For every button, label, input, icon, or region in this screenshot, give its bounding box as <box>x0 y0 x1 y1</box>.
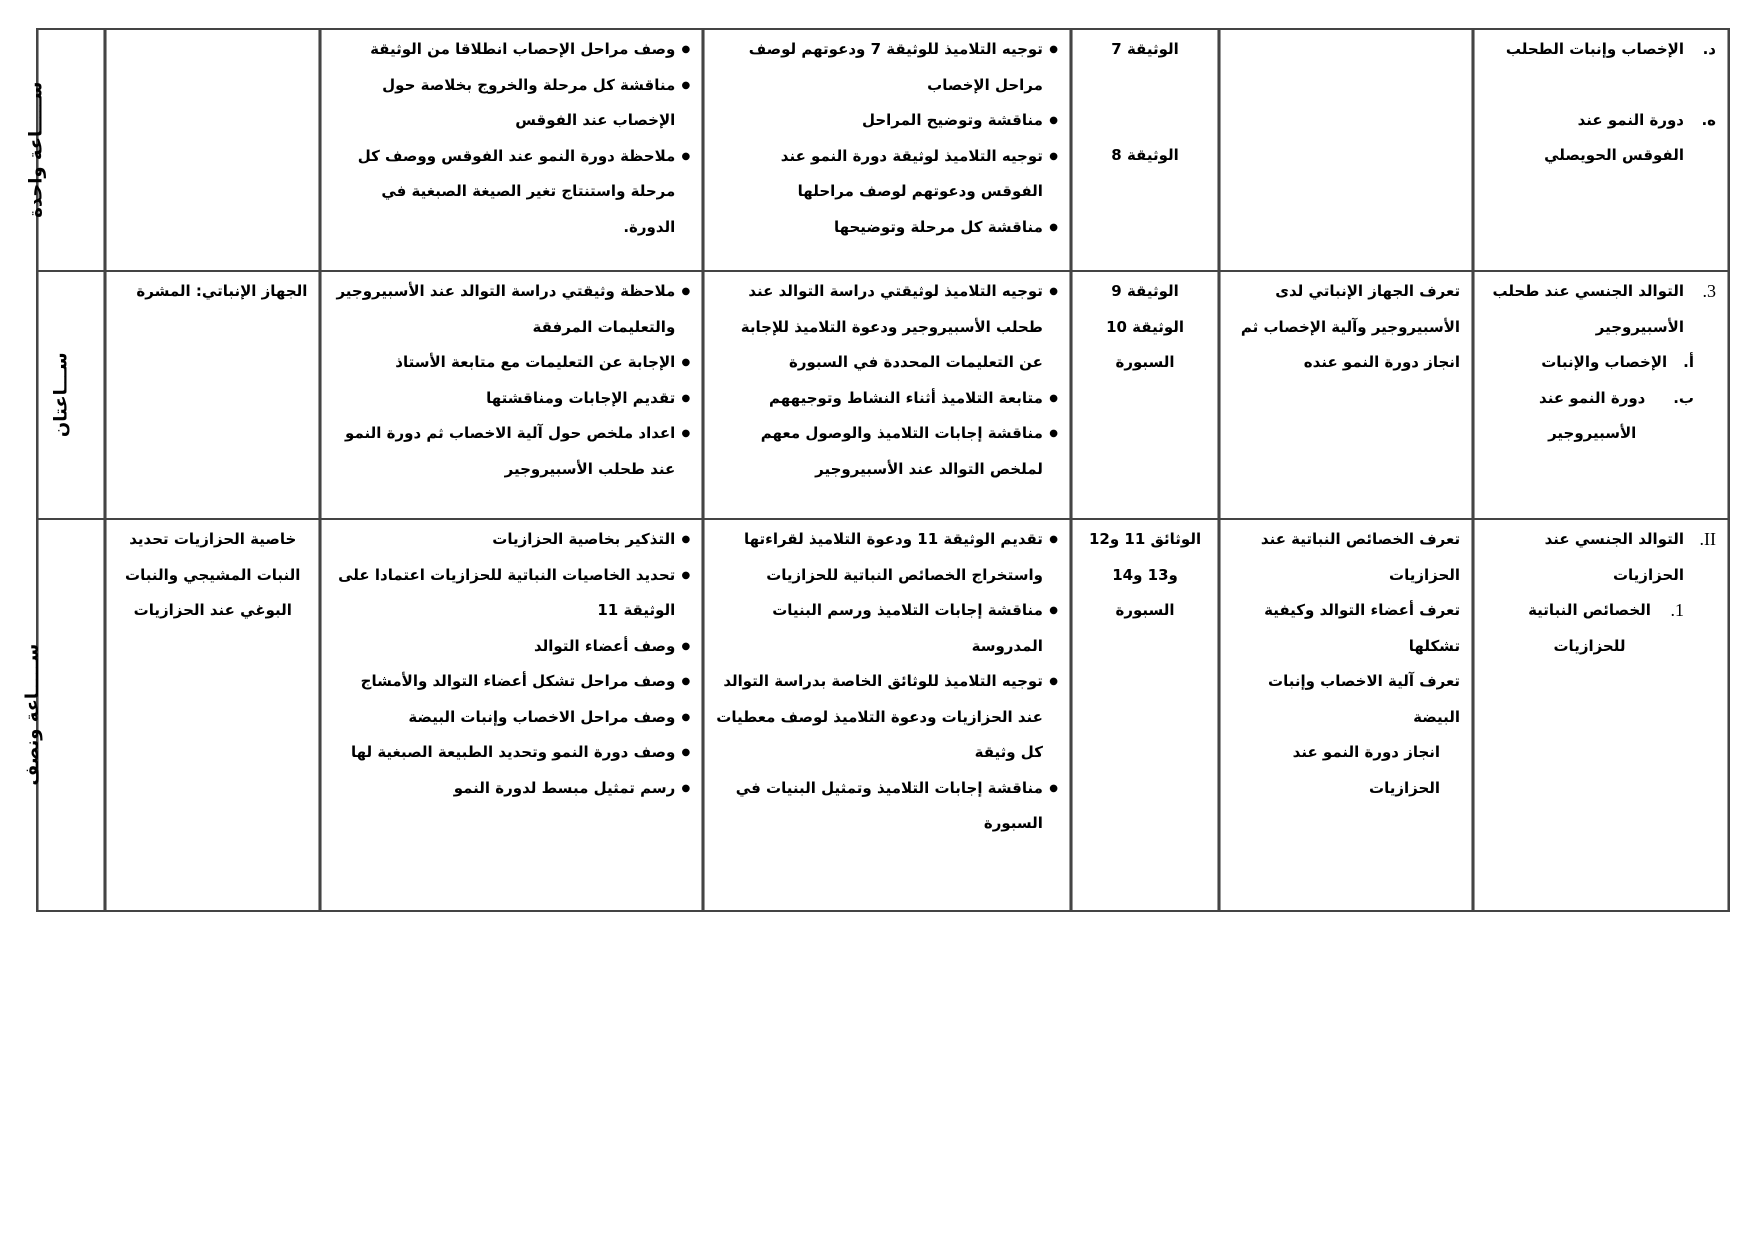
student-activities-cell <box>321 520 704 912</box>
duration-label: ســـــاعة ونصف <box>22 643 44 786</box>
teacher-activity-list <box>716 32 1058 245</box>
lesson-plan-sheet <box>22 28 1730 912</box>
list-item: ● وصف دورة النمو وتحديد الطبيعة الصبغية لها <box>333 735 690 771</box>
objectives-cell <box>1220 520 1474 912</box>
list-item: ● ملاحظة وثيقتي دراسة التوالد عند الأسبيروجير والتعليمات المرفقة <box>333 274 690 345</box>
duration-cell <box>25 30 106 272</box>
support-item: الوثيقة 8 <box>1111 145 1179 164</box>
objective-item: تعرف أعضاء التوالد وكيفية تشكلها <box>1264 601 1461 655</box>
sub-item <box>1486 345 1716 381</box>
teacher-activity-list <box>716 522 1058 842</box>
supports-cell <box>1072 520 1220 912</box>
support-item: الوثيقة 10 <box>1106 317 1185 336</box>
lesson-label: الإخصاب وإنبات الطحلب <box>1505 40 1684 58</box>
support-item: الوثيقة 9 <box>1111 282 1179 300</box>
list-item: ● وصف مراحل الاخصاب وإنبات البيضة <box>333 700 690 736</box>
teacher-activities-cell <box>704 520 1072 912</box>
lesson-marker: II. <box>1699 529 1716 549</box>
duration-cell <box>22 520 106 912</box>
objective-item: انجاز دورة النمو عند الحزازيات <box>1292 743 1441 797</box>
lesson-cell <box>1474 30 1730 272</box>
lesson-cell <box>1474 272 1730 520</box>
supports-cell <box>1072 272 1220 520</box>
lesson-label: دورة النمو عند الفوقس الحويصلي <box>1544 110 1684 164</box>
support-item: السبورة <box>1115 353 1175 371</box>
lesson-cell <box>1474 520 1730 912</box>
student-activities-cell <box>321 272 704 520</box>
sub-item <box>1486 593 1716 664</box>
list-item: ● رسم تمثيل مبسط لدورة النمو <box>333 771 690 807</box>
lesson-marker: ه. <box>1701 110 1716 129</box>
list-item: ● مناقشة كل مرحلة والخروج بخلاصة حول الإخصاب عند الفوقس <box>333 68 690 139</box>
teacher-activity-list <box>716 274 1058 487</box>
support-item: الوثائق 11 و12 <box>1088 530 1202 548</box>
list-item: ● تقديم الوثيقة 11 ودعوة التلاميذ لقراءتها واستخراج الخصائص النباتية للحزازيات <box>716 522 1058 593</box>
objective-item: تعرف الخصائص النباتية عند الحزازيات <box>1260 530 1461 584</box>
list-item: ● توجيه التلاميذ للوثائق الخاصة بدراسة التوالد عند الحزازيات ودعوة التلاميذ لوصف معطيات كل وثيقة <box>716 664 1058 771</box>
student-activity-list <box>333 522 690 806</box>
table-row <box>38 272 1730 520</box>
list-item: ● الإجابة عن التعليمات مع متابعة الأستاذ <box>333 345 690 381</box>
lesson-item <box>1486 274 1716 345</box>
duration-label: ســـاعتان <box>51 352 73 437</box>
supports-cell <box>1072 30 1220 272</box>
assessment-cell <box>106 30 321 272</box>
list-item: ● وصف مراحل الإحصاب انطلاقا من الوثيقة <box>333 32 690 68</box>
list-item: ● ملاحظة دورة النمو عند الفوقس ووصف كل مرحلة واستنتاج تغير الصيغة الصبغية في الدورة. <box>333 139 690 246</box>
list-item: ● توجيه التلاميذ لوثيقتي دراسة التوالد عند طحلب الأسبيروجير ودعوة التلاميذ للإجابة عن التعليمات المحددة في السبورة <box>716 274 1058 381</box>
lesson-marker: د. <box>1702 40 1716 58</box>
lesson-title: التوالد الجنسي عند الحزازيات <box>1544 530 1684 584</box>
list-item: ● توجيه التلاميذ للوثيقة 7 ودعوتهم لوصف مراحل الإخصاب <box>716 32 1058 103</box>
objective-item: تعرف آلية الاخصاب وإنبات البيضة <box>1268 672 1461 726</box>
student-activity-list <box>333 274 690 487</box>
sub-item-label: الإخصاب والإنبات <box>1541 353 1668 371</box>
list-item: ● مناقشة إجابات التلاميذ ورسم البنيات المدروسة <box>716 593 1058 664</box>
table-row <box>38 30 1730 272</box>
teacher-activities-cell <box>704 30 1072 272</box>
teacher-activities-cell <box>704 272 1072 520</box>
list-item: ● مناقشة وتوضيح المراحل <box>716 103 1058 139</box>
student-activities-cell <box>321 30 704 272</box>
spacer <box>1084 68 1206 103</box>
list-item: ● وصف أعضاء التوالد <box>333 629 690 665</box>
list-item: ● اعداد ملخص حول آلية الاخصاب ثم دورة النمو عند طحلب الأسبيروجير <box>333 416 690 487</box>
lesson-title: التوالد الجنسي عند طحلب الأسبيروجير <box>1492 282 1684 336</box>
assessment-cell: الجهاز الإنباتي: المشرة <box>106 272 321 520</box>
lesson-marker: 3. <box>1702 281 1716 301</box>
sub-item-marker: أ. <box>1683 353 1694 371</box>
lesson-item <box>1486 32 1716 68</box>
list-item: ● تحديد الخاصيات النباتية للحزازيات اعتمادا على الوثيقة 11 <box>333 558 690 629</box>
list-item: ● تقديم الإجابات ومناقشتها <box>333 381 690 417</box>
duration-cell <box>38 272 106 520</box>
spacer <box>1084 103 1206 138</box>
list-item: ● متابعة التلاميذ أثناء النشاط وتوجيههم <box>716 381 1058 417</box>
sub-item <box>1486 381 1716 452</box>
assessment-cell: خاصية الحزازيات تحديد النبات المشيجي والنبات البوغي عند الحزازيات <box>106 520 321 912</box>
sub-item-label: دورة النمو عند الأسبيروجير <box>1539 388 1646 442</box>
sub-item-marker: ب. <box>1673 388 1694 407</box>
list-item: ● مناقشة كل مرحلة وتوضيحها <box>716 210 1058 246</box>
objectives-cell <box>1220 30 1474 272</box>
objectives-cell: تعرف الجهاز الإنباتي لدى الأسبيروجير وآلية الإخصاب ثم انجاز دورة النمو عنده <box>1220 272 1474 520</box>
list-item: ● توجيه التلاميذ لوثيقة دورة النمو عند الفوقس ودعوتهم لوصف مراحلها <box>716 139 1058 210</box>
support-item: و13 و14 <box>1112 565 1178 584</box>
lesson-item <box>1486 522 1716 593</box>
list-item: ● مناقشة إجابات التلاميذ والوصول معهم لملخص التوالد عند الأسبيروجير <box>716 416 1058 487</box>
list-item: ● التذكير بخاصية الحزازيات <box>333 522 690 558</box>
support-item: الوثيقة 7 <box>1111 40 1179 58</box>
sub-item-label: الخصائص النباتية للحزازيات <box>1528 601 1651 655</box>
list-item: ● مناقشة إجابات التلاميذ وتمثيل البنيات في السبورة <box>716 771 1058 842</box>
sub-item-marker: 1. <box>1670 600 1684 620</box>
support-item: السبورة <box>1115 601 1175 619</box>
duration-label: ســـــاعة واحدة <box>25 81 47 218</box>
student-activity-list <box>333 32 690 245</box>
lesson-item <box>1486 103 1716 174</box>
list-item: ● وصف مراحل تشكل أعضاء التوالد والأمشاج <box>333 664 690 700</box>
lesson-plan-table <box>22 28 1730 912</box>
spacer <box>1486 68 1716 103</box>
table-row <box>38 520 1730 912</box>
